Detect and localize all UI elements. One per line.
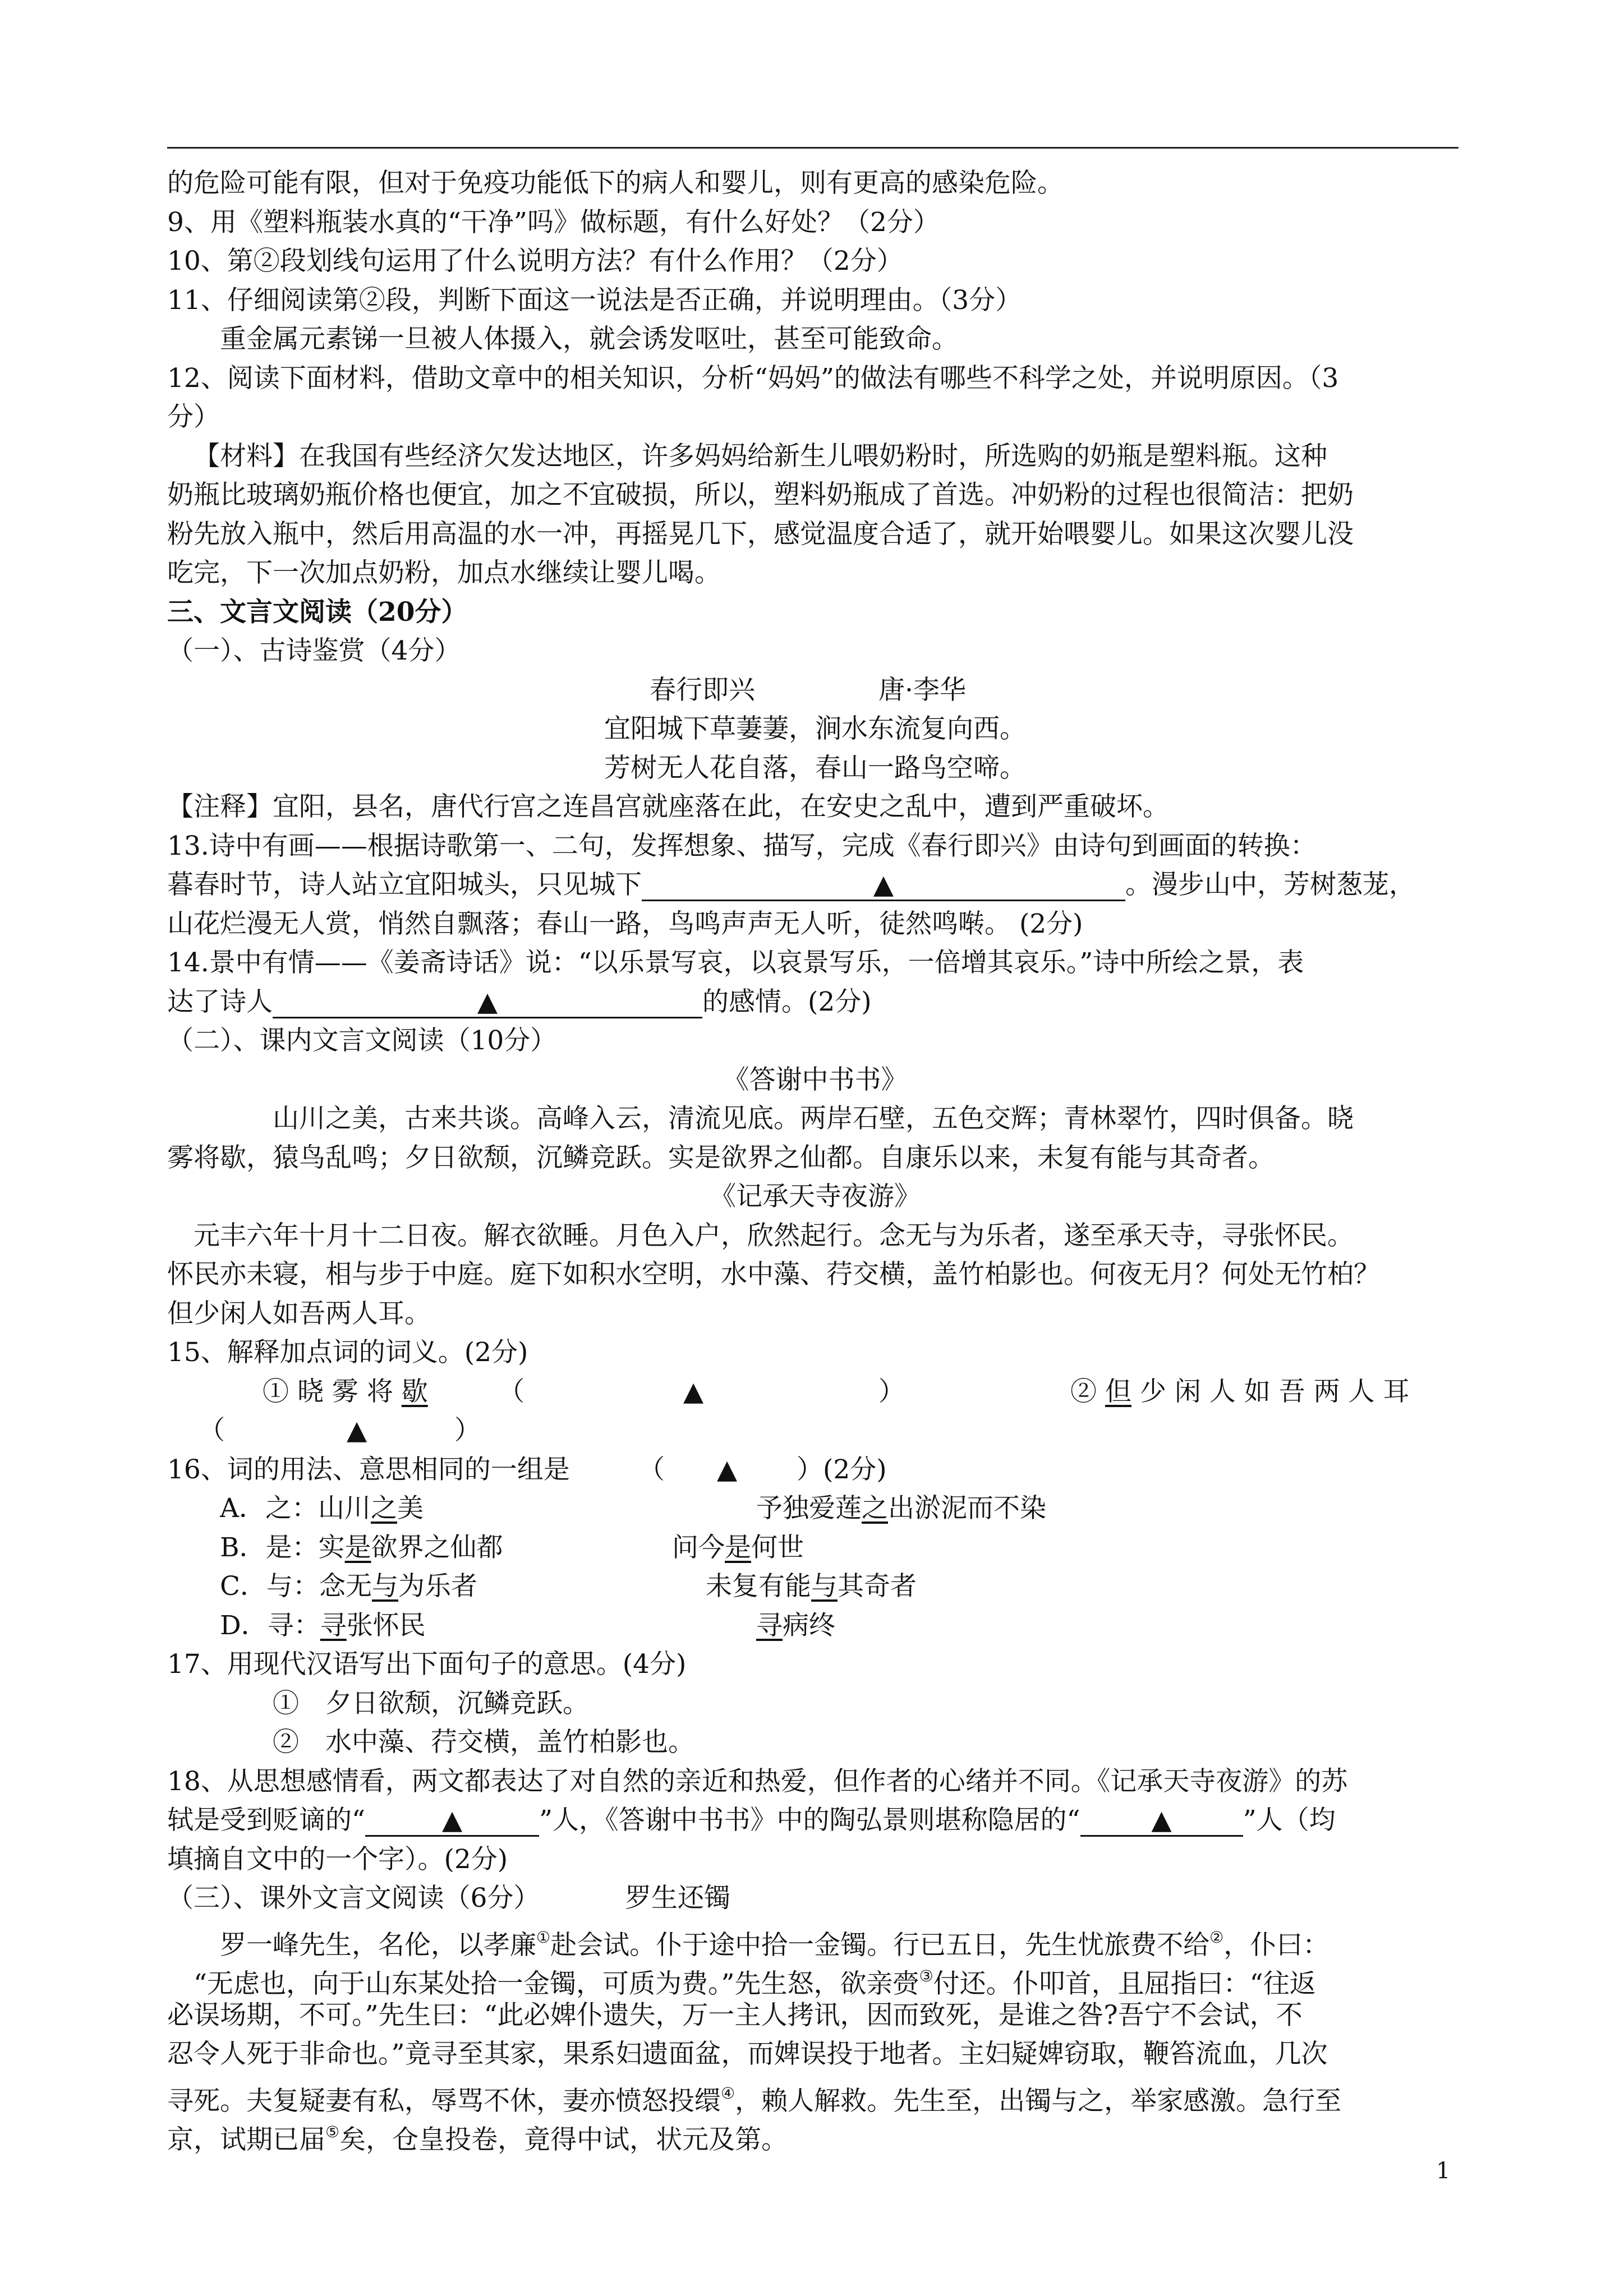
poem-line: 宜阳城下草萋萋，涧水东流复向西。	[604, 713, 1026, 744]
poem-title: 春行即兴	[650, 674, 755, 706]
blank-triangle-icon: ▲	[1151, 1805, 1172, 1836]
subsection-2-heading: （二）、课内文言文阅读（10分）	[167, 1025, 557, 1056]
blank-triangle-icon: ▲	[873, 869, 894, 900]
question-9: 9、用《塑料瓶装水真的“干净”吗》做标题，有什么好处？（2分）	[167, 206, 940, 238]
material-line: 【材料】在我国有些经济欠发达地区，许多妈妈给新生儿喂奶粉时，所选购的奶瓶是塑料瓶。这种	[194, 440, 1327, 472]
extra-text-line: 忍令人死于非命也。”竟寻至其家，果系妇遗面盆，而婢误投于地者。主妇疑婢窃取，鞭笞流血，几次	[167, 2039, 1328, 2069]
question-17: 17、用现代汉语写出下面句子的意思。(4分)	[167, 1649, 687, 1680]
extra-text-line: 罗一峰先生，名伦，以孝廉①赴会试。仆于途中拾一金镯。行已五日，先生忧旅费不给②，仆曰：	[220, 1928, 1329, 1961]
section-3-heading: 三、文言文阅读（20分）	[167, 596, 468, 628]
text-2-line: 但少闲人如吾两人耳。	[167, 1298, 431, 1329]
answer-blank[interactable]	[365, 1806, 539, 1837]
blank-triangle-icon[interactable]: ▲	[347, 1415, 367, 1446]
question-13-blank-line: 暮春时节，诗人站立宜阳城头，只见城下 ▲ 。漫步山中，芳树葱茏，	[167, 869, 1415, 900]
question-11-statement: 重金属元素锑一旦被人体摄入，就会诱发呕吐，甚至可能致命。	[220, 324, 958, 354]
blank-triangle-icon[interactable]: ▲	[683, 1376, 704, 1407]
text-1-line: 雾将歇，猿鸟乱鸣；夕日欲颓，沉鳞竞跃。实是欲界之仙都。自康乐以来，未复有能与其奇者。	[167, 1142, 1275, 1173]
dotted-word: 但	[1105, 1376, 1131, 1407]
text-2-line: 元丰六年十月十二日夜。解衣欲睡。月色入户，欣然起行。念无与为乐者，遂至承天寺，寻张怀民。	[194, 1220, 1354, 1251]
text-2-line: 怀民亦未寝，相与步于中庭。庭下如积水空明，水中藻、荇交横，盖竹柏影也。何夜无月？何处无竹柏？	[167, 1259, 1380, 1290]
poem-author: 唐·李华	[878, 674, 966, 706]
option-a: A．之：山川之美 予独爱莲之出淤泥而不染	[220, 1493, 1046, 1524]
option-b: B．是：实是欲界之仙都 问今是何世	[220, 1532, 804, 1563]
extra-text-line: 必误场期，不可。”先生曰：“此必婢仆遗失，万一主人拷讯，因而致死，是谁之咎?吾宁不会试，不	[167, 1999, 1303, 2031]
extra-text-line: 寻死。夫复疑妻有私，辱骂不休，妻亦愤怒投缳④，赖人解救。先生至，出镯与之，举家感激。急行至	[167, 2083, 1342, 2117]
poem-note: 【注释】宜阳，县名，唐代行宫之连昌宫就座落在此，在安史之乱中，遭到严重破坏。	[167, 791, 1169, 822]
extra-text-line: “无虑也，向于山东某处拾一金镯，可质为费。”先生怒，欲亲赍③付还。仆叩首，且屈指曰：“往返	[194, 1967, 1316, 1999]
page-body	[167, 164, 1463, 2155]
answer-blank[interactable]	[273, 988, 702, 1018]
material-line: 奶瓶比玻璃奶瓶价格也便宜，加之不宜破损，所以，塑料奶瓶成了首选。冲奶粉的过程也很简洁：把奶	[167, 480, 1354, 510]
text-line: 的危险可能有限，但对于免疫功能低下的病人和婴儿，则有更高的感染危险。	[167, 168, 1064, 199]
question-12-cont: 分）	[167, 402, 220, 432]
question-13: 13.诗中有画——根据诗歌第一、二句，发挥想象、描写，完成《春行即兴》由诗句到画面的转换：	[167, 830, 1317, 861]
poem-heading	[167, 671, 1463, 710]
subsection-1-heading: （一）、古诗鉴赏（4分）	[167, 635, 461, 666]
poem-line: 芳树无人花自落，春山一路鸟空啼。	[604, 752, 1026, 783]
question-11: 11、仔细阅读第②段，判断下面这一说法是否正确，并说明理由。（3分）	[167, 284, 1022, 316]
question-14: 14.景中有情——《姜斋诗话》说：“以乐景写哀，以哀景写乐，一倍增其哀乐。”诗中所绘之景，表	[167, 947, 1304, 978]
material-line: 粉先放入瓶中，然后用高温的水一冲，再摇晃几下，感觉温度合适了，就开始喂婴儿。如果这次婴儿没	[167, 518, 1354, 550]
dotted-word: 歇	[401, 1376, 428, 1407]
option-d: D．寻：寻张怀民 寻病终	[220, 1610, 835, 1641]
question-17-item: ① 夕日欲颓，沉鳞竞跃。	[273, 1688, 589, 1719]
page-number: 1	[1436, 2158, 1451, 2184]
option-c: C．与：念无与为乐者 未复有能与其奇者	[220, 1571, 917, 1602]
header-rule	[167, 147, 1459, 149]
answer-blank[interactable]	[1080, 1806, 1243, 1837]
text-1-line: 山川之美，古来共谈。高峰入云，清流见底。两岸石壁，五色交辉；青林翠竹，四时俱备。晓	[273, 1103, 1354, 1134]
question-18-cont: 填摘自文中的一个字）。(2分)	[167, 1843, 508, 1875]
question-10: 10、第②段划线句运用了什么说明方法？有什么作用？（2分）	[167, 246, 903, 276]
question-14-blank-line: 达了诗人 ▲ 的感情。(2分)	[167, 986, 872, 1017]
question-17-item: ② 水中藻、荇交横，盖竹柏影也。	[273, 1727, 694, 1758]
question-12: 12、阅读下面材料，借助文章中的相关知识，分析“妈妈”的做法有哪些不科学之处，并说明原因。（3	[167, 362, 1339, 394]
subsection-3-heading: （三）、课外文言文阅读（6分） 罗生还镯	[167, 1879, 1463, 1918]
text-2-title: 《记承天寺夜游》	[710, 1181, 921, 1212]
question-18: 18、从思想感情看，两文都表达了对自然的亲近和热爱，但作者的心绪并不同。《记承天寺夜游》的苏	[167, 1765, 1348, 1797]
blank-triangle-icon[interactable]: ▲	[717, 1454, 738, 1485]
blank-triangle-icon: ▲	[441, 1805, 463, 1836]
question-13-cont: 山花烂漫无人赏，悄然自飘落；春山一路，鸟鸣声声无人听，徒然鸣啭。 (2分)	[167, 908, 1083, 939]
question-15-items-cont: （ ▲ ）	[167, 1411, 1463, 1450]
extra-text-title: 罗生还镯	[625, 1883, 730, 1914]
question-15: 15、解释加点词的词义。(2分)	[167, 1337, 528, 1368]
question-16: 16、词的用法、意思相同的一组是 （ ▲ ）(2分)	[167, 1450, 1463, 1490]
material-line: 吃完，下一次加点奶粉，加点水继续让婴儿喝。	[167, 557, 721, 588]
blank-triangle-icon: ▲	[477, 986, 498, 1017]
question-15-items: ① 晓 雾 将 歇 （ ▲ ） ② 但 少 闲 人 如 吾 两 人 耳	[167, 1372, 1463, 1412]
extra-text-line: 京，试期已届⑤矣，仓皇投卷，竟得中试，状元及第。	[167, 2123, 788, 2155]
text-1-title: 《答谢中书书》	[723, 1064, 908, 1095]
question-18-blank-line: 轼是受到贬谪的“ ▲ ”人，《答谢中书书》中的陶弘景则堪称隐居的“ ▲ ”人（均	[167, 1805, 1336, 1836]
answer-blank[interactable]	[642, 870, 1125, 901]
